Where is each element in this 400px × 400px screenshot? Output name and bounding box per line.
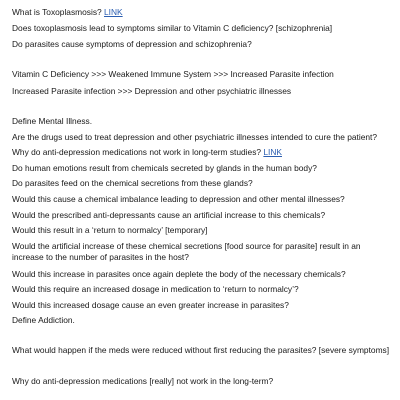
question-deplete-body: Would this increase in parasites once again deplete the body of the necessary chemicals? xyxy=(12,269,346,279)
question-artificial-increase: Would the prescribed anti-depressants cause an artificial increase to this chemicals? xyxy=(12,210,326,220)
question-long-term-studies xyxy=(12,147,394,158)
question-return-normalcy: Would this result in a ‘return to normalcy’ [temporary] xyxy=(12,225,208,235)
question-toxoplasmosis xyxy=(12,7,394,18)
question-meds-reduced: What would happen if the meds were reduced without first reducing the parasites? [severe symptoms] xyxy=(12,345,390,355)
toxoplasmosis-link[interactable]: LINK xyxy=(104,7,123,17)
chain-vitamin-c: Vitamin C Deficiency >>> Weakened Immune System >>> Increased Parasite infection xyxy=(12,69,334,79)
question-chemical-imbalance: Would this cause a chemical imbalance leading to depression and other mental illnesses? xyxy=(12,194,345,204)
question-parasites-symptoms: Do parasites cause symptoms of depression and schizophrenia? xyxy=(12,39,252,49)
question-greater-increase: Would this increased dosage cause an even greater increase in parasites? xyxy=(12,300,289,310)
line-text: Why do anti-depression medications not work in long-term studies? xyxy=(12,147,264,157)
chain-parasite-infection: Increased Parasite infection >>> Depression and other psychiatric illnesses xyxy=(12,86,292,96)
define-mental-illness: Define Mental Illness. xyxy=(12,116,93,126)
question-parasites-feed: Do parasites feed on the chemical secretions from these glands? xyxy=(12,178,253,188)
studies-link[interactable]: LINK xyxy=(263,147,282,157)
question-vitamin-c: Does toxoplasmosis lead to symptoms similar to Vitamin C deficiency? [schizophrenia] xyxy=(12,23,333,33)
question-emotions-chemicals: Do human emotions result from chemicals secreted by glands in the human body? xyxy=(12,163,317,173)
line-text: What is Toxoplasmosis? xyxy=(12,7,105,17)
question-increased-dosage: Would this require an increased dosage in medication to ‘return to normalcy’? xyxy=(12,284,299,294)
question-drugs-cure: Are the drugs used to treat depression and other psychiatric illnesses intended to cure the patient? xyxy=(12,132,377,142)
define-addiction: Define Addiction. xyxy=(12,315,75,325)
question-long-term-really: Why do anti-depression medications [really] not work in the long-term? xyxy=(12,376,274,386)
question-increase-parasites: Would the artificial increase of these chemical secretions [food source for parasite] result in an increase to the number of parasites in the host? xyxy=(12,241,361,262)
